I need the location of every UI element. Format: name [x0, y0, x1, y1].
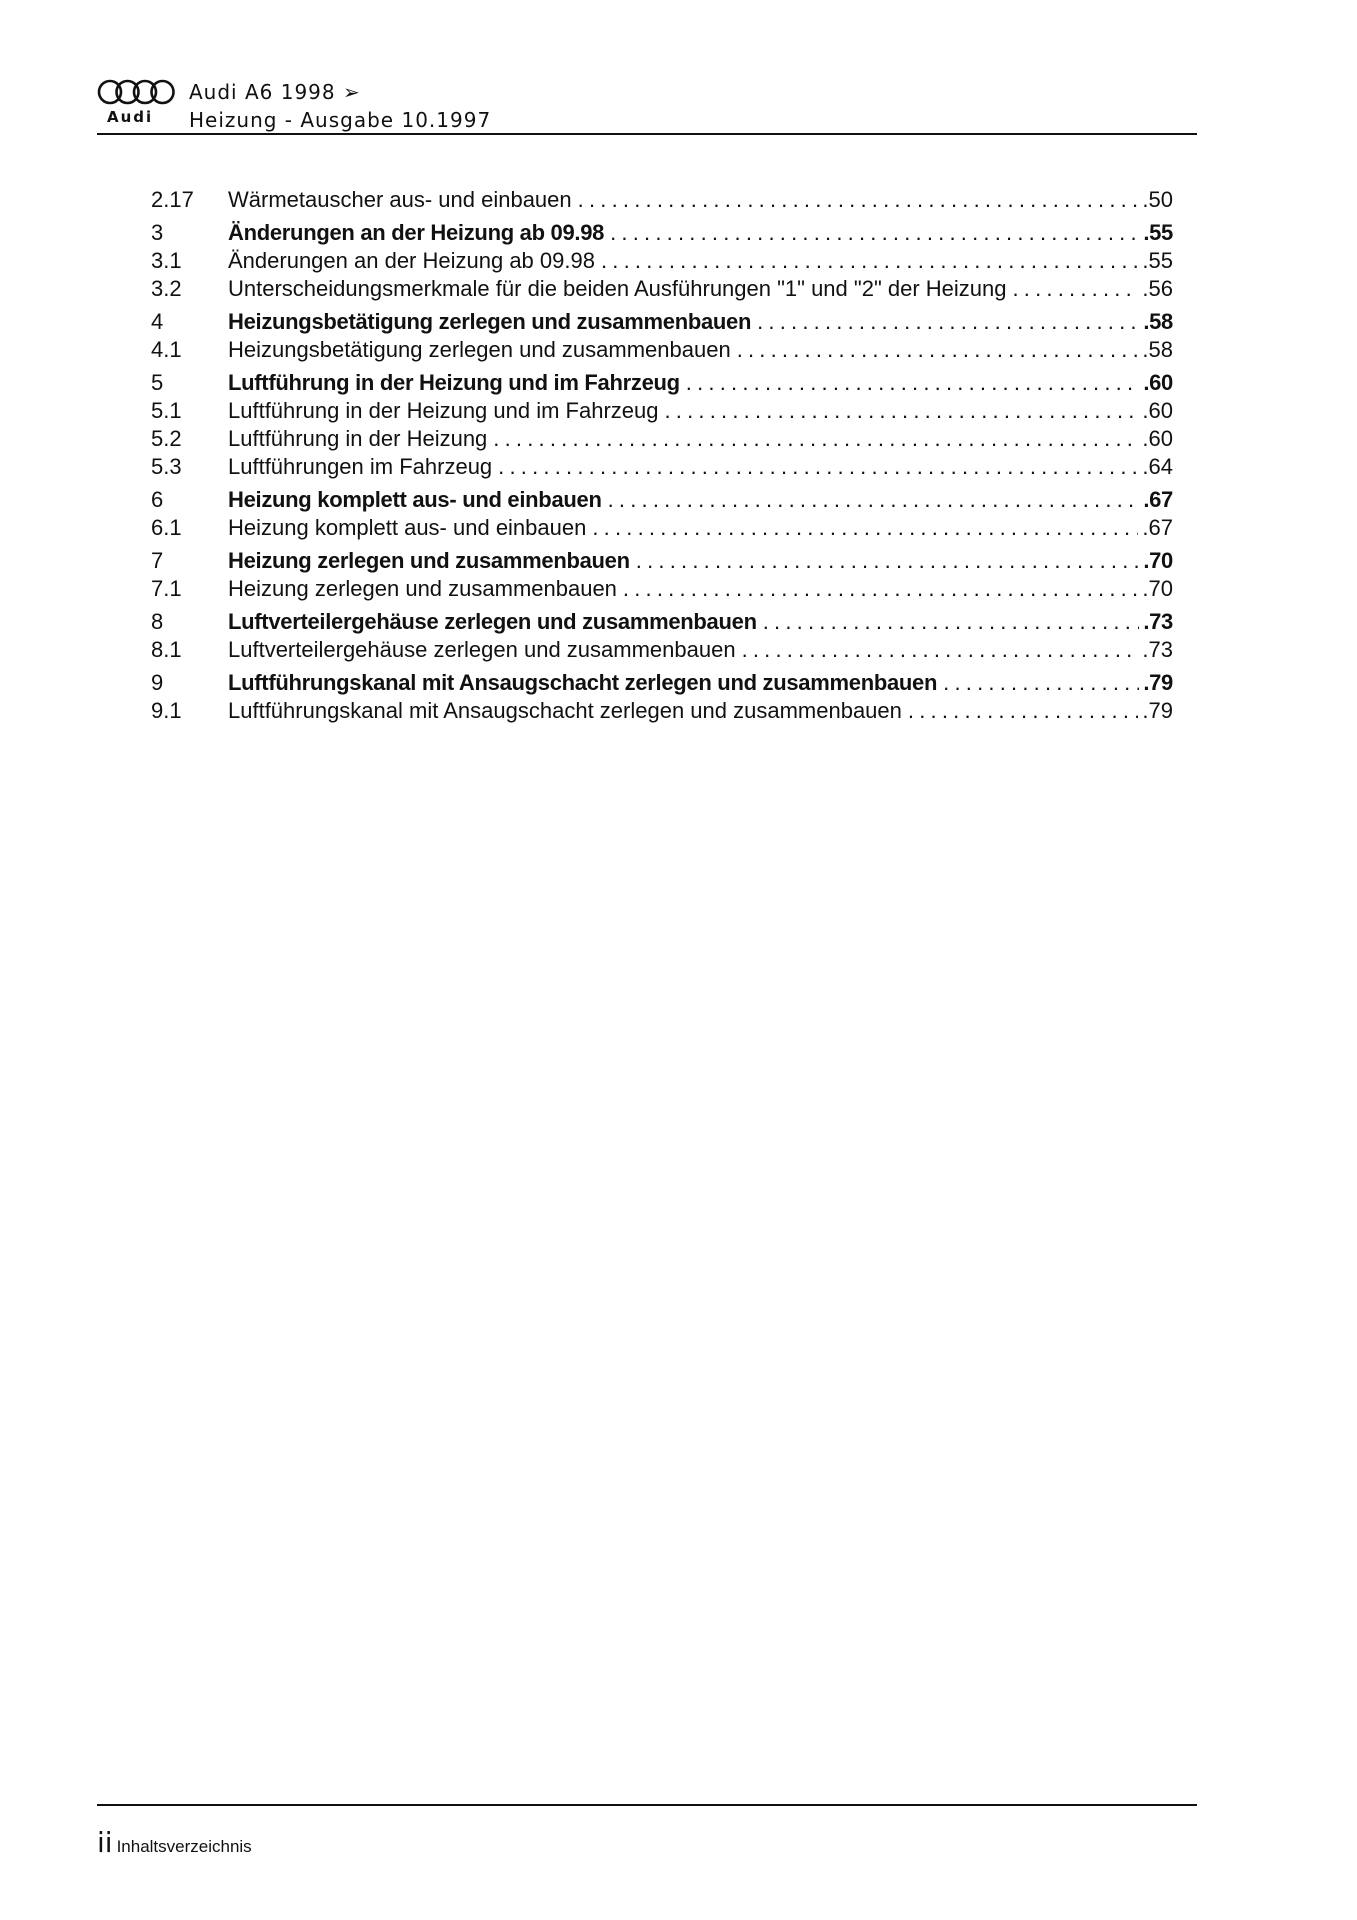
table-of-contents: [151, 186, 1173, 725]
toc-entry[interactable]: [151, 336, 1173, 364]
toc-entry-page: .58: [1143, 309, 1173, 334]
toc-entry-number: 7: [151, 548, 163, 573]
toc-entry-number: 7.1: [151, 576, 182, 601]
toc-leader-dots: [578, 186, 1139, 214]
toc-entry-title: Luftführungskanal mit Ansaugschacht zerlegen und zusammenbauen: [228, 698, 902, 723]
toc-entry[interactable]: [151, 308, 1173, 336]
toc-entry-title: Heizung zerlegen und zusammenbauen: [228, 576, 617, 601]
toc-entry[interactable]: [151, 514, 1173, 542]
toc-entry-title: Luftführung in der Heizung und im Fahrzeug: [228, 370, 680, 395]
toc-entry-page: .64: [1142, 454, 1173, 479]
toc-entry-page: .79: [1143, 670, 1173, 695]
toc-entry[interactable]: [151, 186, 1173, 214]
toc-leader-dots: [608, 486, 1140, 514]
toc-leader-dots: [686, 369, 1140, 397]
toc-entry-title: Luftführungskanal mit Ansaugschacht zerlegen und zusammenbauen: [228, 670, 938, 695]
toc-entry-page: .70: [1143, 548, 1173, 573]
toc-entry-title: Heizungsbetätigung zerlegen und zusammenbauen: [228, 337, 731, 362]
toc-entry[interactable]: [151, 247, 1173, 275]
footer-section-label: Inhaltsverzeichnis: [116, 1837, 252, 1856]
toc-leader-dots: [742, 636, 1139, 664]
toc-entry-number: 6: [151, 487, 163, 512]
toc-entry-number: 9.1: [151, 698, 182, 723]
toc-leader-dots: [493, 425, 1138, 453]
toc-entry-number: 3.1: [151, 248, 182, 273]
toc-entry-title: Änderungen an der Heizung ab 09.98: [228, 220, 605, 245]
toc-entry-number: 3: [151, 220, 163, 245]
toc-entry[interactable]: [151, 425, 1173, 453]
toc-leader-dots: [664, 397, 1138, 425]
toc-entry-title: Unterscheidungsmerkmale für die beiden Ausführungen "1" und "2" der Heizung: [228, 276, 1007, 301]
toc-entry-number: 2.17: [151, 187, 194, 212]
toc-entry[interactable]: [151, 547, 1173, 575]
toc-entry[interactable]: [151, 486, 1173, 514]
page-header: [97, 78, 1197, 136]
toc-entry-title: Luftführung in der Heizung: [228, 426, 488, 451]
toc-entry[interactable]: [151, 369, 1173, 397]
toc-leader-dots: [610, 219, 1139, 247]
audi-wordmark: Audi: [107, 108, 154, 126]
toc-leader-dots: [498, 453, 1138, 481]
toc-entry-page: .73: [1143, 609, 1173, 634]
toc-entry-page: .58: [1142, 337, 1173, 362]
audi-rings-logo-icon: [97, 78, 175, 106]
toc-entry-number: 8: [151, 609, 163, 634]
toc-leader-dots: [943, 669, 1139, 697]
toc-entry-number: 3.2: [151, 276, 182, 301]
header-vehicle-title: Audi A6 1998 ➢: [189, 80, 361, 104]
toc-entry[interactable]: [151, 453, 1173, 481]
toc-entry-page: .55: [1142, 248, 1173, 273]
toc-entry-title: Luftverteilergehäuse zerlegen und zusammenbauen: [228, 637, 736, 662]
toc-entry[interactable]: [151, 575, 1173, 603]
footer-rule: [97, 1804, 1197, 1806]
toc-leader-dots: [601, 247, 1138, 275]
toc-entry-title: Heizungsbetätigung zerlegen und zusammenbauen: [228, 309, 752, 334]
toc-entry-title: Luftführung in der Heizung und im Fahrzeug: [228, 398, 659, 423]
toc-entry-page: .50: [1142, 187, 1173, 212]
toc-entry[interactable]: [151, 697, 1173, 725]
toc-entry[interactable]: [151, 608, 1173, 636]
toc-leader-dots: [592, 514, 1138, 542]
footer-page-number: ii: [97, 1826, 113, 1859]
toc-entry-page: .79: [1142, 698, 1173, 723]
toc-entry-number: 5.1: [151, 398, 182, 423]
toc-leader-dots: [636, 547, 1140, 575]
toc-entry-number: 6.1: [151, 515, 182, 540]
toc-entry-number: 9: [151, 670, 163, 695]
toc-entry[interactable]: [151, 397, 1173, 425]
toc-entry-number: 5: [151, 370, 163, 395]
toc-entry-number: 4: [151, 309, 163, 334]
toc-entry-number: 8.1: [151, 637, 182, 662]
toc-entry-title: Heizung komplett aus- und einbauen: [228, 487, 602, 512]
toc-entry-number: 4.1: [151, 337, 182, 362]
toc-leader-dots: [623, 575, 1138, 603]
toc-entry-page: .55: [1143, 220, 1173, 245]
toc-entry-number: 5.2: [151, 426, 182, 451]
toc-entry-title: Änderungen an der Heizung ab 09.98: [228, 248, 595, 273]
toc-entry-title: Luftführungen im Fahrzeug: [228, 454, 493, 479]
toc-leader-dots: [1013, 275, 1139, 303]
toc-entry-title: Luftverteilergehäuse zerlegen und zusammenbauen: [228, 609, 757, 634]
toc-entry-page: .56: [1142, 276, 1173, 301]
toc-entry-title: Wärmetauscher aus- und einbauen: [228, 187, 572, 212]
page-footer: [97, 1826, 252, 1859]
toc-entry-page: .60: [1142, 398, 1173, 423]
toc-entry-page: .67: [1143, 487, 1173, 512]
toc-entry-title: Heizung komplett aus- und einbauen: [228, 515, 587, 540]
toc-entry-page: .60: [1142, 426, 1173, 451]
toc-leader-dots: [908, 697, 1139, 725]
toc-entry[interactable]: [151, 636, 1173, 664]
header-manual-title: Heizung - Ausgabe 10.1997: [189, 108, 492, 132]
toc-entry-title: Heizung zerlegen und zusammenbauen: [228, 548, 630, 573]
toc-entry-page: .67: [1142, 515, 1173, 540]
toc-entry[interactable]: [151, 275, 1173, 303]
header-rule: [97, 133, 1197, 135]
toc-leader-dots: [763, 608, 1140, 636]
toc-entry[interactable]: [151, 669, 1173, 697]
toc-entry[interactable]: [151, 219, 1173, 247]
toc-leader-dots: [757, 308, 1139, 336]
toc-entry-page: .60: [1143, 370, 1173, 395]
toc-entry-page: .73: [1142, 637, 1173, 662]
toc-entry-page: .70: [1142, 576, 1173, 601]
toc-leader-dots: [737, 336, 1139, 364]
toc-entry-number: 5.3: [151, 454, 182, 479]
